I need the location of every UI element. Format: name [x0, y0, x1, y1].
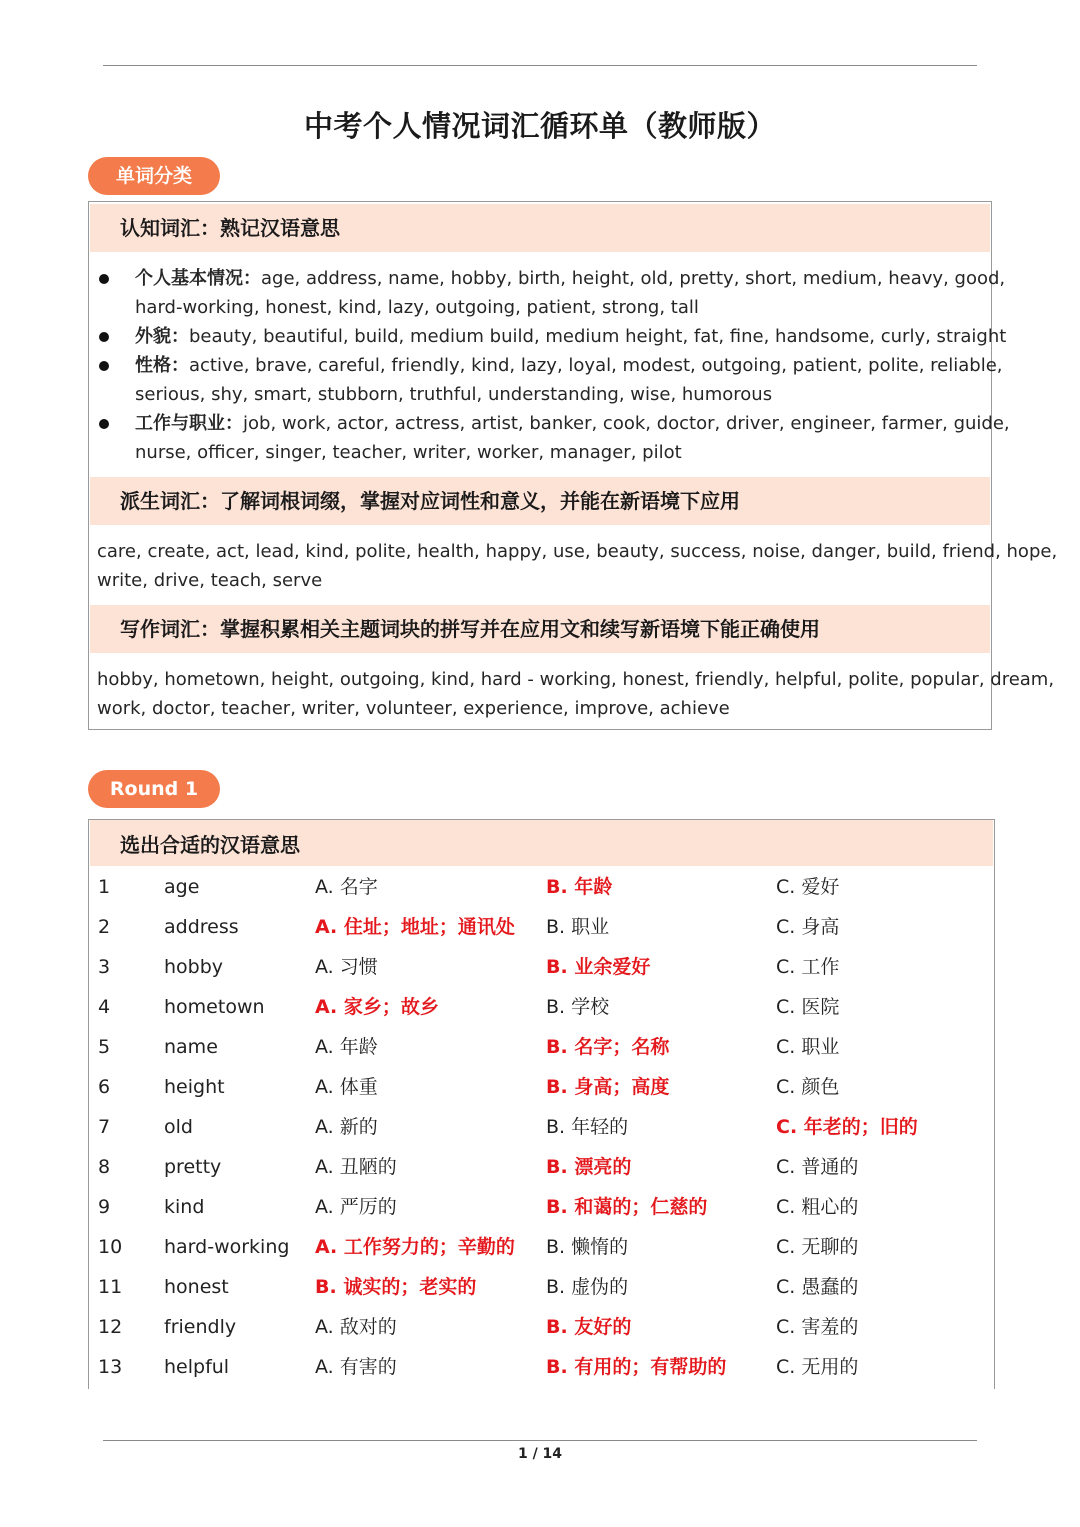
question-row: [89, 987, 994, 1027]
option-c: C. 无用的: [776, 1356, 859, 1378]
question-row: [89, 1347, 994, 1387]
option-c: C. 身高: [776, 916, 840, 938]
question-number: 2: [98, 916, 111, 938]
question-number: 4: [98, 996, 111, 1018]
recognition-item-jobs-line1: 工作与职业：job, work, actor, actress, artist, banker, cook, doctor, driver, engineer, farmer, guide,: [135, 413, 1010, 434]
question-row: [89, 1187, 994, 1227]
bullet-icon: [99, 419, 109, 429]
option-c: C. 医院: [776, 996, 840, 1018]
question-word: height: [164, 1076, 225, 1098]
option-a: A. 体重: [315, 1076, 378, 1098]
option-b: B. 虚伪的: [546, 1276, 629, 1298]
option-b: B. 有用的；有帮助的: [546, 1356, 727, 1378]
question-row: [89, 1307, 994, 1347]
question-number: 6: [98, 1076, 111, 1098]
bullet-icon: [99, 332, 109, 342]
option-b: B. 学校: [546, 996, 610, 1018]
question-word: kind: [164, 1196, 205, 1218]
option-a: A. 习惯: [315, 956, 378, 978]
question-word: hometown: [164, 996, 265, 1018]
option-a: B. 诚实的；老实的: [315, 1276, 477, 1298]
recognition-item-appearance: 外貌：beauty, beautiful, build, medium build, medium height, fat, fine, handsome, curly, straight: [135, 326, 1007, 347]
bottom-rule: [103, 1440, 977, 1441]
option-a: A. 家乡；故乡: [315, 996, 439, 1018]
question-row: [89, 907, 994, 947]
page-number: 1 / 14: [517, 1446, 563, 1462]
question-row: [89, 1027, 994, 1067]
writing-heading: 写作词汇：掌握积累相关主题词块的拼写并在应用文和续写新语境下能正确使用: [90, 605, 990, 653]
option-c: C. 年老的；旧的: [776, 1116, 918, 1138]
question-number: 10: [98, 1236, 123, 1258]
question-row: [89, 1147, 994, 1187]
top-rule: [103, 65, 977, 66]
writing-line1: hobby, hometown, height, outgoing, kind, hard - working, honest, friendly, helpful, polite, popular, dream,: [97, 669, 1055, 690]
round-1-box: [88, 819, 995, 1389]
recognition-item-personality-line1: 性格：active, brave, careful, friendly, kind, lazy, loyal, modest, outgoing, patient, polite, reliable,: [135, 355, 1003, 376]
option-c: C. 颜色: [776, 1076, 840, 1098]
question-row: [89, 1107, 994, 1147]
option-b: B. 懒惰的: [546, 1236, 629, 1258]
option-a: A. 名字: [315, 876, 378, 898]
option-c: C. 普通的: [776, 1156, 859, 1178]
option-c: C. 愚蠢的: [776, 1276, 859, 1298]
question-number: 13: [98, 1356, 123, 1378]
option-b: B. 友好的: [546, 1316, 632, 1338]
option-a: A. 年龄: [315, 1036, 378, 1058]
option-a: A. 工作努力的；辛勤的: [315, 1236, 515, 1258]
question-word: hobby: [164, 956, 224, 978]
question-number: 7: [98, 1116, 111, 1138]
option-a: A. 敌对的: [315, 1316, 397, 1338]
question-row: [89, 1267, 994, 1307]
option-c: C. 职业: [776, 1036, 840, 1058]
question-word: honest: [164, 1276, 229, 1298]
option-a: A. 住址；地址；通讯处: [315, 916, 515, 938]
question-number: 11: [98, 1276, 123, 1298]
option-b: B. 名字；名称: [546, 1036, 670, 1058]
option-b: B. 业余爱好: [546, 956, 651, 978]
question-word: pretty: [164, 1156, 222, 1178]
round-1-heading: 选出合适的汉语意思: [90, 820, 993, 866]
option-b: B. 年轻的: [546, 1116, 629, 1138]
recognition-item-personality-line2: serious, shy, smart, stubborn, truthful, understanding, wise, humorous: [135, 384, 773, 405]
question-number: 1: [98, 876, 111, 898]
page-title: 中考个人情况词汇循环单（教师版）: [303, 109, 776, 143]
question-row: [89, 1227, 994, 1267]
question-row: [89, 947, 994, 987]
recognition-item-basic-line1: 个人基本情况：age, address, name, hobby, birth, height, old, pretty, short, medium, heavy, good,: [135, 268, 1006, 289]
section-pill-round-1: Round 1: [88, 770, 220, 808]
bullet-icon: [99, 361, 109, 371]
vocabulary-classification-box: [88, 201, 1058, 730]
question-word: helpful: [164, 1356, 230, 1378]
question-word: hard-working: [164, 1236, 290, 1258]
option-a: A. 有害的: [315, 1356, 397, 1378]
question-row: [89, 1067, 994, 1107]
recognition-item-basic-line2: hard-working, honest, kind, lazy, outgoing, patient, strong, tall: [135, 297, 699, 318]
option-a: A. 严厉的: [315, 1196, 397, 1218]
option-c: C. 害羞的: [776, 1316, 859, 1338]
derived-line1: care, create, act, lead, kind, polite, health, happy, use, beauty, success, noise, danger, build, friend, hope,: [97, 541, 1058, 562]
option-b: B. 职业: [546, 916, 610, 938]
option-c: C. 工作: [776, 956, 840, 978]
question-word: friendly: [164, 1316, 237, 1338]
option-c: C. 粗心的: [776, 1196, 859, 1218]
recognition-item-jobs-line2: nurse, officer, singer, teacher, writer, worker, manager, pilot: [135, 442, 682, 463]
option-b: B. 年龄: [546, 876, 613, 898]
section-pill-word-classification: 单词分类: [88, 157, 220, 195]
question-number: 12: [98, 1316, 123, 1338]
option-c: C. 无聊的: [776, 1236, 859, 1258]
derived-heading: 派生词汇：了解词根词缀，掌握对应词性和意义，并能在新语境下应用: [90, 477, 990, 525]
question-number: 9: [98, 1196, 111, 1218]
option-c: C. 爱好: [776, 876, 840, 898]
recognition-heading: 认知词汇：熟记汉语意思: [90, 204, 990, 252]
question-word: old: [164, 1116, 193, 1138]
bullet-icon: [99, 274, 109, 284]
option-b: B. 身高；高度: [546, 1076, 670, 1098]
writing-line2: work, doctor, teacher, writer, volunteer, experience, improve, achieve: [97, 698, 730, 719]
question-number: 8: [98, 1156, 111, 1178]
question-number: 5: [98, 1036, 111, 1058]
derived-line2: write, drive, teach, serve: [97, 570, 323, 591]
option-a: A. 丑陋的: [315, 1156, 397, 1178]
question-word: name: [164, 1036, 218, 1058]
option-b: B. 漂亮的: [546, 1156, 632, 1178]
question-word: age: [164, 876, 200, 898]
question-row: [89, 867, 994, 907]
question-word: address: [164, 916, 239, 938]
question-number: 3: [98, 956, 111, 978]
option-a: A. 新的: [315, 1116, 378, 1138]
option-b: B. 和蔼的；仁慈的: [546, 1196, 708, 1218]
